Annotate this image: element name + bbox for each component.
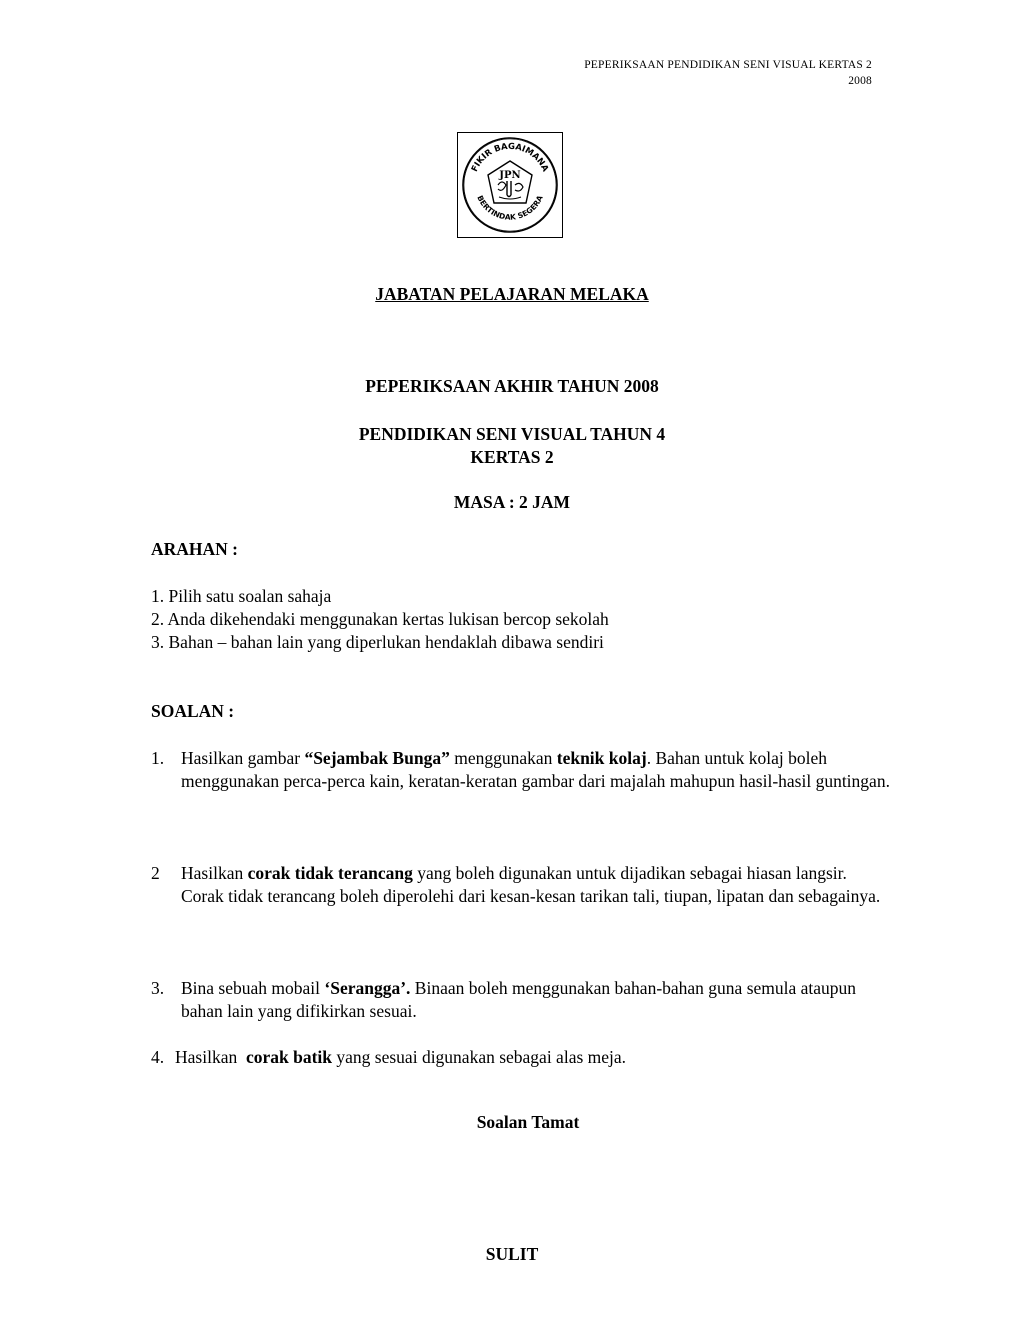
svg-text:BERTINDAK SEGERA <box>475 194 545 222</box>
end-of-questions: Soalan Tamat <box>476 1112 580 1132</box>
emphasis: ‘Serangga’. <box>324 978 411 998</box>
classification-label: SULIT <box>485 1244 539 1264</box>
exam-duration: MASA : 2 JAM <box>453 492 571 512</box>
question-number: 2 <box>151 863 160 883</box>
emphasis: corak batik <box>245 1047 333 1067</box>
paper-name: KERTAS 2 <box>470 447 554 467</box>
instruction-item: 3. Bahan – bahan lain yang diperlukan hendaklah dibawa sendiri <box>151 632 604 652</box>
emphasis: teknik kolaj <box>556 748 647 768</box>
emblem-monogram: JPN <box>499 170 521 181</box>
header-exam-title: PEPERIKSAAN PENDIDIKAN SENI VISUAL KERTAS 2 <box>584 59 872 71</box>
question-number: 3. <box>151 978 165 998</box>
instruction-item: 2. Anda dikehendaki menggunakan kertas lukisan bercop sekolah <box>151 609 609 629</box>
header-year: 2008 <box>848 75 872 87</box>
question-2: 2 Hasilkan corak tidak terancang yang boleh digunakan untuk dijadikan sebagai hiasan langsir. Corak tidak terancang boleh diperolehi dari kesan-kesan tarikan tali, tiupan, lipatan dan sebagainya. <box>151 863 881 906</box>
subject-name: PENDIDIKAN SENI VISUAL TAHUN 4 <box>358 424 666 444</box>
question-number: 4. <box>151 1047 165 1067</box>
department-logo <box>457 132 563 238</box>
instruction-item: 1. Pilih satu soalan sahaja <box>151 586 332 606</box>
emblem-bottom-text: BERTINDAK SEGERA <box>475 193 545 222</box>
question-4: 4. Hasilkan corak batik yang sesuai digunakan sebagai alas meja. <box>151 1047 627 1067</box>
instructions-heading: ARAHAN : <box>151 539 239 559</box>
emphasis: “Sejambak Bunga” <box>304 748 450 768</box>
questions-heading: SOALAN : <box>151 701 235 721</box>
department-name: JABATAN PELAJARAN MELAKA <box>375 284 649 304</box>
emblem-icon <box>458 133 562 237</box>
question-3: 3. Bina sebuah mobail ‘Serangga’. Binaan boleh menggunakan bahan-bahan guna semula ataupun bahan lain yang difikirkan sesuai. <box>151 978 857 1021</box>
emphasis: corak tidak terancang <box>247 863 413 883</box>
question-1: 1. Hasilkan gambar “Sejambak Bunga” menggunakan teknik kolaj. Bahan untuk kolaj boleh menggunakan perca-perca kain, keratan-keratan gambar dari majalah mahupun hasil-hasil guntingan. <box>151 748 890 791</box>
exam-name: PEPERIKSAAN AKHIR TAHUN 2008 <box>365 376 659 396</box>
emblem-top-text: FIKIR BAGAIMANA <box>469 141 551 174</box>
question-number: 1. <box>151 748 165 768</box>
